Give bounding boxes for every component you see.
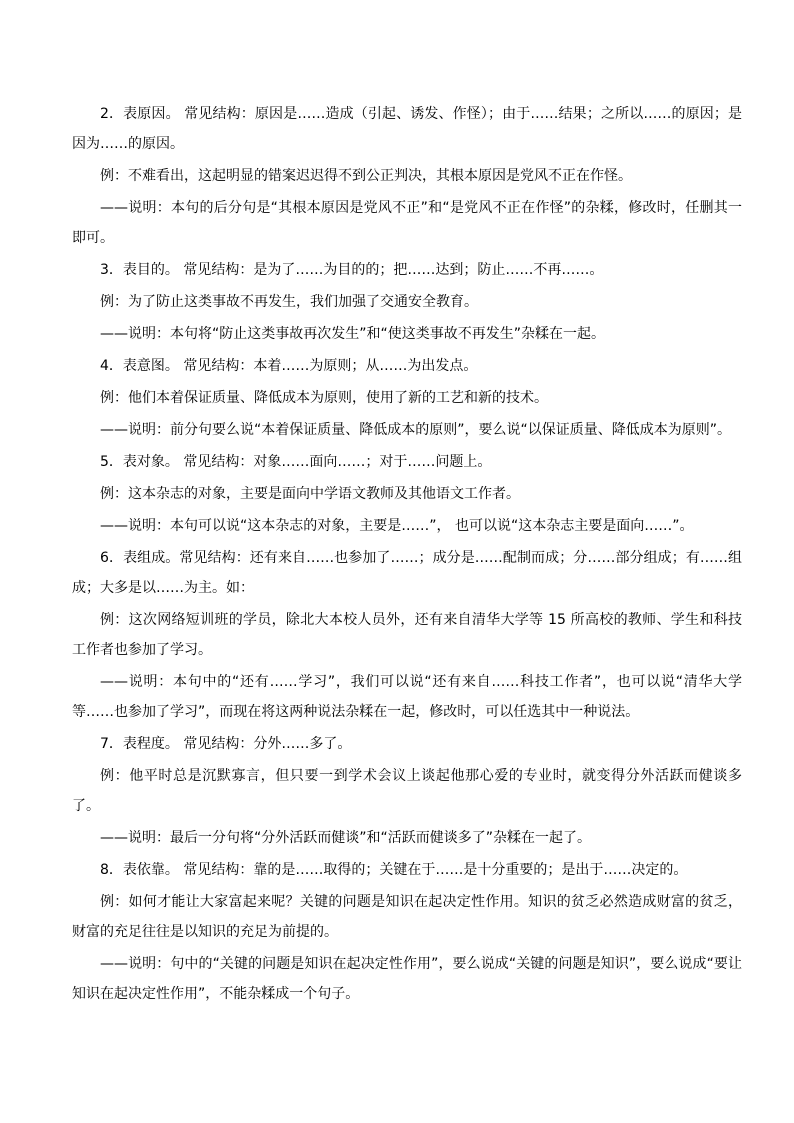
paragraph-degree-heading: 7．表程度。 常见结构：分外……多了。 (100, 736, 352, 752)
paragraph-reliance-heading: 8．表依靠。 常见结构：靠的是……取得的；关键在于……是十分重要的；是出于……决定的。 (100, 862, 688, 878)
paragraph-degree-note: ——说明：最后一分句将“分外活跃而健谈”和“活跃而健谈多了”杂糅在一起了。 (100, 830, 592, 846)
paragraph-intent-example: 例：他们本着保证质量、降低成本为原则，使用了新的工艺和新的技术。 (100, 390, 548, 406)
paragraph-object-heading: 5．表对象。 常见结构：对象……面向……；对于……问题上。 (100, 454, 492, 470)
paragraph-intent-note: ——说明：前分句要么说“本着保证质量、降低成本的原则”，要么说“以保证质量、降低成本为原则”。 (100, 422, 732, 438)
paragraph-purpose-note: ——说明：本句将“防止这类事故再次发生”和“使这类事故不再发生”杂糅在一起。 (100, 326, 606, 342)
paragraph-composition-heading: 6．表组成。常见结构：还有来自……也参加了……；成分是……配制而成；分……部分组成；有……组成；大多是以……为主。如： (72, 550, 742, 596)
paragraph-reliance-note: ——说明：句中的“关键的问题是知识在起决定性作用”，要么说成“关键的问题是知识”，要么说成“要让知识在起决定性作用”，不能杂糅成一个句子。 (72, 956, 742, 1002)
paragraph-degree-example: 例：他平时总是沉默寡言，但只要一到学术会议上谈起他那心爱的专业时，就变得分外活跃而健谈多了。 (72, 768, 742, 814)
paragraph-cause-note: ——说明：本句的后分句是“其根本原因是党风不正”和“是党风不正在作怪”的杂糅，修改时，任删其一即可。 (72, 200, 742, 246)
paragraph-intent-heading: 4．表意图。 常见结构：本着……为原则；从……为出发点。 (100, 358, 478, 374)
paragraph-object-note: ——说明：本句可以说“这本杂志的对象，主要是……”， 也可以说“这本杂志主要是面向……”。 (100, 518, 694, 534)
paragraph-reliance-example: 例：如何才能让大家富起来呢？关键的问题是知识在起决定性作用。知识的贫乏必然造成财富的贫乏，财富的充足往往是以知识的充足为前提的。 (72, 894, 742, 940)
paragraph-purpose-heading: 3．表目的。 常见结构：是为了……为目的的；把……达到；防止……不再……。 (100, 262, 604, 278)
paragraph-cause-heading: 2．表原因。 常见结构：原因是……造成（引起、诱发、作怪）；由于……结果；之所以……的原因；是因为……的原因。 (72, 106, 742, 152)
paragraph-purpose-example: 例：为了防止这类事故不再发生，我们加强了交通安全教育。 (100, 294, 478, 310)
paragraph-composition-example: 例：这次网络短训班的学员，除北大本校人员外，还有来自清华大学等 15 所高校的教师、学生和科技工作者也参加了学习。 (72, 612, 742, 658)
paragraph-cause-example: 例：不难看出，这起明显的错案迟迟得不到公正判决，其根本原因是党风不正在作怪。 (100, 168, 632, 184)
paragraph-composition-note: ——说明：本句中的“还有……学习”，我们可以说“还有来自……科技工作者”，也可以说“清华大学等……也参加了学习”，而现在将这两种说法杂糅在一起，修改时，可以任选其中一种说法。 (72, 674, 742, 720)
paragraph-object-example: 例：这本杂志的对象，主要是面向中学语文教师及其他语文工作者。 (100, 486, 520, 502)
